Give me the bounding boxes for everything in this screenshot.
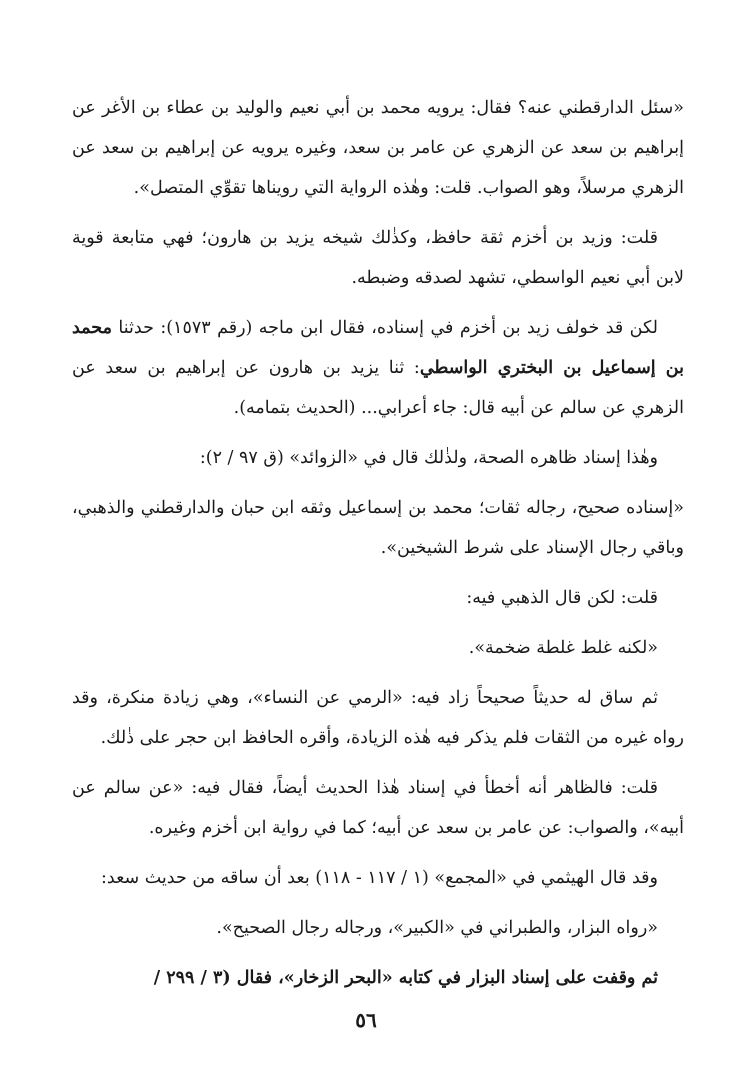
paragraph-zayd-ibn-akhzam: قلت: وزيد بن أخزم ثقة حافظ، وكذٰلك شيخه يزيد بن هارون؛ فهي متابعة قوية لابن أبي نعيم الواسطي، تشهد لصدقه وضبطه.	[72, 228, 684, 288]
paragraph-ramy-addition: ثم ساق له حديثاً صحيحاً زاد فيه: «الرمي عن النساء»، وهي زيادة منكرة، وقد رواه غيره من الثقات فلم يذكر فيه هٰذه الزيادة، وأقره الحافظ ابن حجر على ذٰلك.	[72, 688, 684, 748]
narrator-name-bold: محمد بن إسماعيل بن البختري الواسطي	[72, 318, 685, 378]
paragraph-zawaid-quote: «إسناده صحيح، رجاله ثقات؛ محمد بن إسماعيل وثقه ابن حبان والدارقطني والذهبي، وباقي رجال الإسناد على شرط الشيخين».	[72, 498, 684, 558]
paragraph-haythami: وقد قال الهيثمي في «المجمع» (١ / ١١٧ - ١١٨) بعد أن ساقه من حديث سعد:	[101, 868, 658, 888]
paragraph-zawaid-intro: وهٰذا إسناد ظاهره الصحة، ولذٰلك قال في «الزوائد» (ق ٩٧ / ٢):	[199, 448, 658, 468]
page-number: ٥٦	[355, 1008, 377, 1032]
paragraph-haythami-quote: «رواه البزار، والطبراني في «الكبير»، ورجاله رجال الصحيح».	[216, 918, 658, 938]
paragraph-bazzar-text: ثم وقفت على إسناد البزار في كتابه «البحر الزخار»، فقال (٣ / ٢٩٩ /	[153, 968, 658, 988]
page-body	[72, 88, 684, 1008]
paragraph-quote-daraqutni: «سئل الدارقطني عنه؟ فقال: يرويه محمد بن أبي نعيم والوليد بن عطاء بن الأغر عن إبراهيم بن سعد عن الزهري عن عامر بن سعد، وغيره يرويه عن إبراهيم بن سعد عن الزهري مرسلاً، وهو الصواب. قلت: وهٰذه الرواية التي رويناها تقوِّي المتصل».	[72, 98, 684, 198]
paragraph-ibn-majah	[72, 308, 684, 428]
paragraph-ibn-majah-text-1: لكن قد خولف زيد بن أخزم في إسناده، فقال ابن ماجه (رقم ١٥٧٣): حدثنا	[111, 318, 658, 338]
paragraph-ibn-majah-text-2: : ثنا يزيد بن هارون عن إبراهيم بن سعد عن الزهري عن سالم عن أبيه قال: جاء أعرابي... (الحديث بتمامه).	[72, 358, 684, 418]
paragraph-dhahabi-quote: «لكنه غلط غلطة ضخمة».	[468, 638, 658, 658]
paragraph-dhahabi-intro: قلت: لكن قال الذهبي فيه:	[466, 588, 658, 608]
paragraph-isnad-error: قلت: فالظاهر أنه أخطأ في إسناد هٰذا الحديث أيضاً، فقال فيه: «عن سالم عن أبيه»، والصواب: عن عامر بن سعد عن أبيه؛ كما في رواية ابن أخزم وغيره.	[72, 778, 684, 838]
paragraph-bazzar	[72, 958, 684, 998]
